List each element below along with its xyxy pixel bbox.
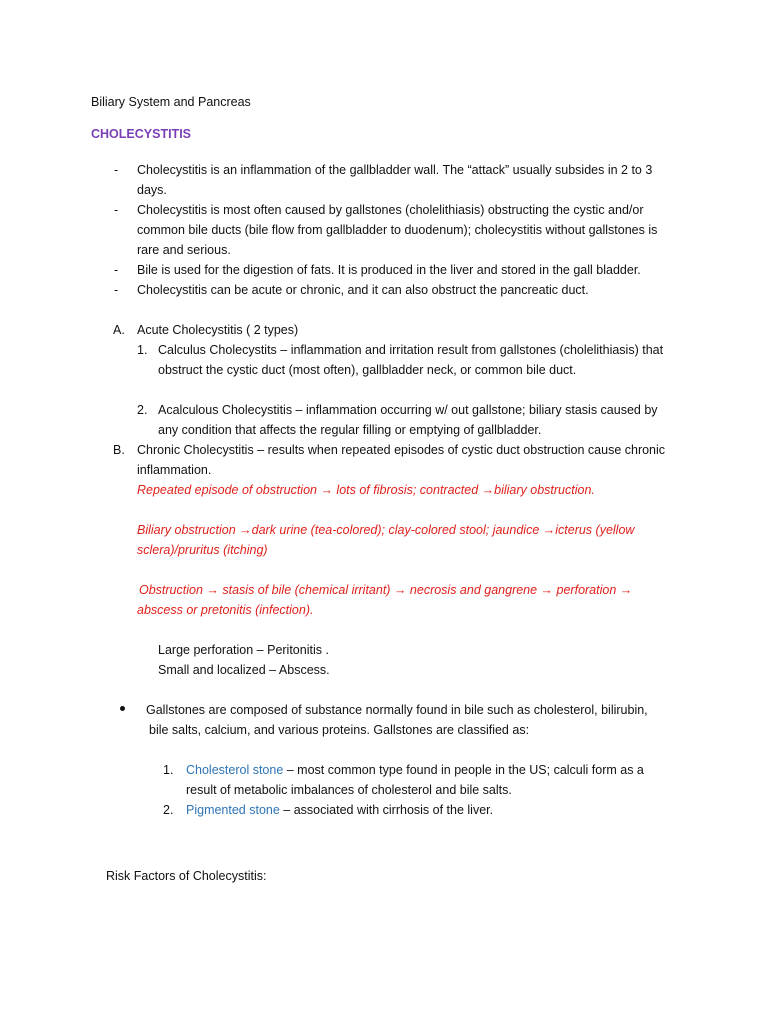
list-marker: A. <box>113 323 125 337</box>
list-marker: 1. <box>137 343 148 357</box>
perforation-note: Large perforation – Peritonitis . <box>158 643 329 657</box>
bullet-text: Cholecystitis can be acute or chronic, and it can also obstruct the pancreatic duct. <box>137 283 589 297</box>
gallstone-type-desc: – associated with cirrhosis of the liver. <box>279 803 494 817</box>
bullet-text: days. <box>137 183 167 197</box>
gallstones-text: Gallstones are composed of substance normally found in bile such as cholesterol, bilirubin, <box>146 703 648 717</box>
bullet-dot-icon <box>120 706 125 711</box>
red-note: abscess or pretonitis (infection). <box>137 603 314 617</box>
acute-type-text: Calculus Cholecystits – inflammation and irritation result from gallstones (cholelithiasis) that <box>158 343 664 357</box>
red-note: Obstruction → stasis of bile (chemical irritant) → necrosis and gangrene → perforation → <box>139 583 633 597</box>
dash-marker: - <box>114 203 119 217</box>
acute-type-text: Acalculous Cholecystitis – inflammation occurring w/ out gallstone; biliary stasis caused by <box>158 403 658 417</box>
list-marker: 2. <box>137 403 148 417</box>
red-note: Repeated episode of obstruction → lots of fibrosis; contracted →biliary obstruction. <box>137 483 595 497</box>
bullet-text: Cholecystitis is an inflammation of the gallbladder wall. The “attack” usually subsides in 2 to 3 <box>137 163 653 177</box>
document-title: Biliary System and Pancreas <box>91 95 251 109</box>
bullet-text: rare and serious. <box>137 243 231 257</box>
gallstone-type-desc: – most common type found in people in the US; calculi form as a <box>283 763 644 777</box>
gallstone-type-name: Cholesterol stone <box>186 763 284 777</box>
acute-type-text: any condition that affects the regular filling or emptying of gallbladder. <box>158 423 542 437</box>
red-note: Biliary obstruction →dark urine (tea-colored); clay-colored stool; jaundice →icterus (yellow <box>137 523 635 537</box>
risk-factors-heading: Risk Factors of Cholecystitis: <box>106 869 267 883</box>
dash-marker: - <box>114 163 119 177</box>
bullet-text: Bile is used for the digestion of fats. It is produced in the liver and stored in the gall bladder. <box>137 263 641 277</box>
gallstone-type-name: Pigmented stone <box>186 803 280 817</box>
section-heading-cholecystitis: CHOLECYSTITIS <box>91 127 192 141</box>
bullet-text: common bile ducts (bile flow from gallbladder to duodenum); cholecystitis without gallstones is <box>137 223 658 237</box>
gallstone-type <box>186 800 493 820</box>
acute-type-text: obstruct the cystic duct (most often), gallbladder neck, or common bile duct. <box>158 363 577 377</box>
list-marker: B. <box>113 443 125 457</box>
gallstones-text: bile salts, calcium, and various proteins. Gallstones are classified as: <box>149 723 530 737</box>
gallstone-type <box>186 760 644 780</box>
perforation-note: Small and localized – Abscess. <box>158 663 330 677</box>
chronic-text: inflammation. <box>137 463 212 477</box>
list-marker: 1. <box>163 763 174 777</box>
dash-marker: - <box>114 283 119 297</box>
chronic-text: Chronic Cholecystitis – results when repeated episodes of cystic duct obstruction cause chronic <box>137 443 666 457</box>
red-note: sclera)/pruritus (itching) <box>137 543 268 557</box>
gallstone-type-desc: result of metabolic imbalances of cholesterol and bile salts. <box>186 783 512 797</box>
bullet-text: Cholecystitis is most often caused by gallstones (cholelithiasis) obstructing the cystic and/or <box>137 203 644 217</box>
acute-label: Acute Cholecystitis ( 2 types) <box>137 323 299 337</box>
list-marker: 2. <box>163 803 174 817</box>
dash-marker: - <box>114 263 119 277</box>
